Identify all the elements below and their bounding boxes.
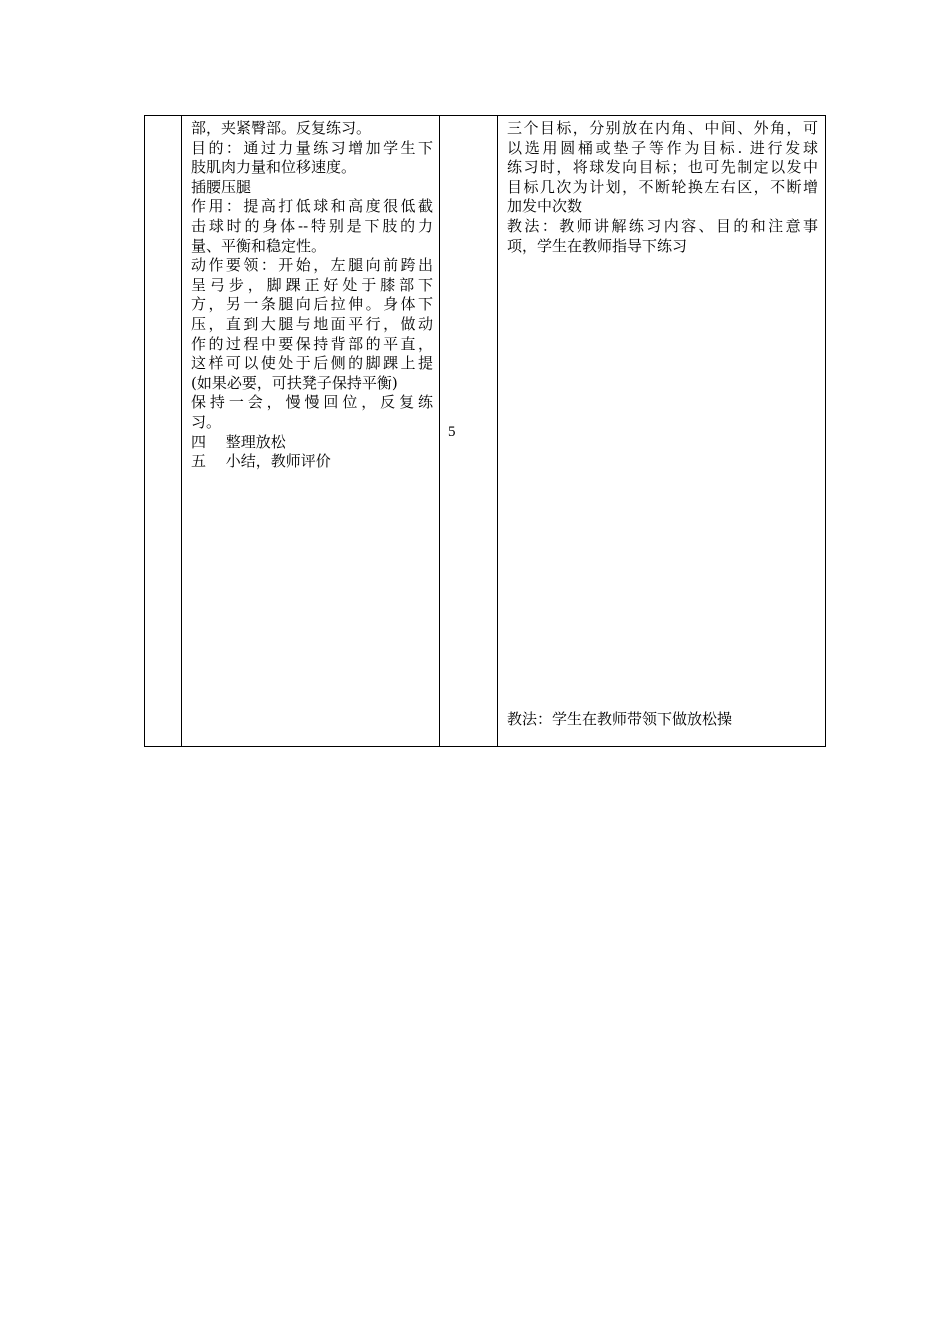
content-line: 保持一会，慢慢回位，反复练: [191, 393, 433, 412]
content-line: 习。: [191, 412, 222, 431]
content-line: 五 小结，教师评价: [191, 452, 331, 471]
blank-cell: [145, 116, 182, 747]
method-line: 加发中次数: [507, 197, 583, 216]
method-line: 教法：教师讲解练习内容、目的和注意事: [507, 216, 818, 235]
method-bottom-line: 教法：学生在教师带领下做放松操: [507, 710, 733, 728]
content-line: 作的过程中要保持背部的平直，: [191, 334, 433, 353]
content-line: 呈弓步，脚踝正好处于膝部下: [191, 275, 433, 294]
time-value: 5: [448, 423, 456, 440]
time-cell: [440, 116, 498, 747]
content-line: 方，另一条腿向后拉伸。身体下: [191, 295, 433, 314]
content-line: 肢肌肉力量和位移速度。: [191, 158, 357, 177]
content-line: 压，直到大腿与地面平行，做动: [191, 314, 433, 333]
content-line: 插腰压腿: [191, 177, 252, 196]
content-line: 作用：提高打低球和高度很低截: [191, 197, 433, 216]
content-line: 击球时的身体--特别是下肢的力: [191, 216, 433, 235]
lesson-plan-table: [144, 115, 826, 747]
content-cell: [182, 116, 440, 747]
content-line: (如果必要，可扶凳子保持平衡): [191, 373, 398, 392]
method-line: 以选用圆桶或垫子等作为目标. 进行发球: [507, 138, 818, 157]
method-line: 三个目标，分别放在内角、中间、外角，可: [507, 119, 818, 137]
content-line: 量、平衡和稳定性。: [191, 236, 327, 255]
method-line: 项，学生在教师指导下练习: [507, 236, 688, 255]
content-line: 四 整理放松: [191, 432, 286, 451]
content-line: 部，夹紧臀部。反复练习。: [191, 119, 372, 137]
method-line: 目标几次为计划，不断轮换左右区，不断增: [507, 177, 818, 196]
table-row: [145, 116, 826, 747]
content-line: 目的：通过力量练习增加学生下: [191, 138, 433, 157]
content-line: 动作要领：开始，左腿向前跨出: [191, 256, 433, 275]
method-cell: [498, 116, 826, 747]
content-line: 这样可以使处于后侧的脚踝上提: [191, 354, 433, 373]
method-line: 练习时，将球发向目标；也可先制定以发中: [507, 158, 818, 177]
